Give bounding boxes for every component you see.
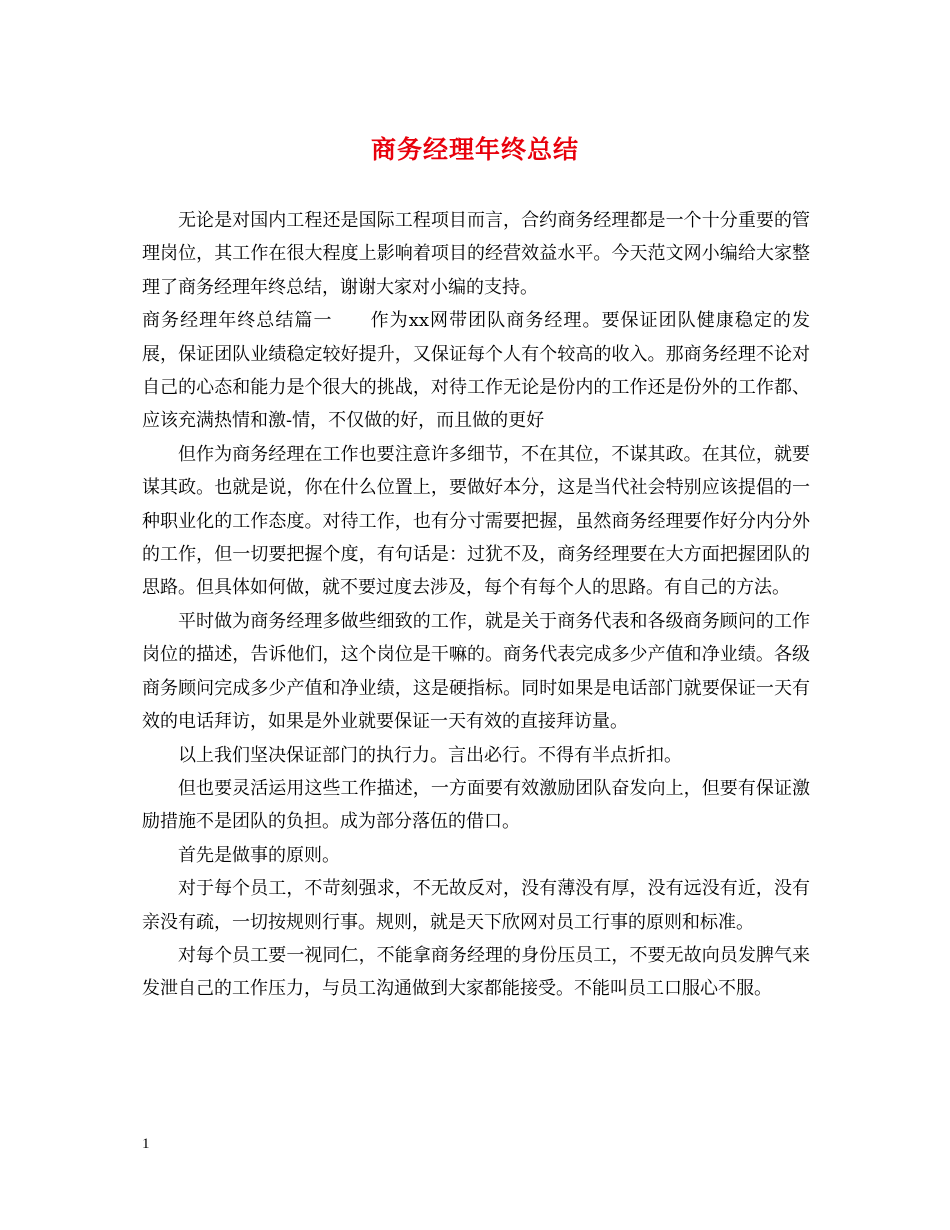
paragraph-execution: 以上我们坚决保证部门的执行力。言出必行。不得有半点折扣。 [178, 744, 682, 766]
document-body [142, 204, 810, 1006]
paragraph-daily-work: 平时做为商务经理多做些细致的工作，就是关于商务代表和各级商务顾问的工作岗位的描述，告诉他们，这个岗位是干嘛的。商务代表完成多少产值和净业绩。各级商务顾问完成多少产值和净业绩，这是硬指标。同时如果是电话部门就要保证一天有效的电话拜访，如果是外业就要保证一天有效的直接拜访量。 [142, 610, 810, 733]
paragraph-equal-treatment: 对每个员工要一视同仁，不能拿商务经理的身份压员工，不要无故向员发脾气来发泄自己的工作压力，与员工沟通做到大家都能接受。不能叫员工口服心不服。 [142, 944, 810, 1000]
paragraph-flexibility: 但也要灵活运用这些工作描述，一方面要有效激励团队奋发向上，但要有保证激励措施不是团队的负担。成为部分落伍的借口。 [142, 777, 810, 833]
paragraph-section-one: 商务经理年终总结篇一 作为xx网带团队商务经理。要保证团队健康稳定的发展，保证团队业绩稳定较好提升，又保证每个人有个较高的收入。那商务经理不论对自己的心态和能力是个很大的挑战，对待工作无论是份内的工作还是份外的工作都、应该充满热情和激-情，不仅做的好，而且做的更好 [142, 310, 810, 432]
paragraph-rules: 对于每个员工，不苛刻强求，不无故反对，没有薄没有厚，没有远没有近，没有亲没有疏，一切按规则行事。规则，就是天下欣网对员工行事的原则和标准。 [142, 878, 810, 933]
paragraph-principle-heading: 首先是做事的原则。 [178, 844, 340, 866]
paragraph-intro: 无论是对国内工程还是国际工程项目而言，合约商务经理都是一个十分重要的管理岗位，其工作在很大程度上影响着项目的经营效益水平。今天范文网小编给大家整理了商务经理年终总结，谢谢大家对小编的支持。 [142, 210, 810, 298]
document-title: 商务经理年终总结 [370, 135, 579, 164]
paragraph-details: 但作为商务经理在工作也要注意许多细节，不在其位，不谋其政。在其位，就要谋其政。也就是说，你在什么位置上，要做好本分，这是当代社会特别应该提倡的一种职业化的工作态度。对待工作，也有分寸需要把握，虽然商务经理要作好分内分外的工作，但一切要把握个度，有句话是：过犹不及，商务经理要在大方面把握团队的思路。但具体如何做，就不要过度去涉及，每个有每个人的思路。有自己的方法。 [142, 443, 810, 599]
page-number: 1 [142, 1136, 150, 1152]
